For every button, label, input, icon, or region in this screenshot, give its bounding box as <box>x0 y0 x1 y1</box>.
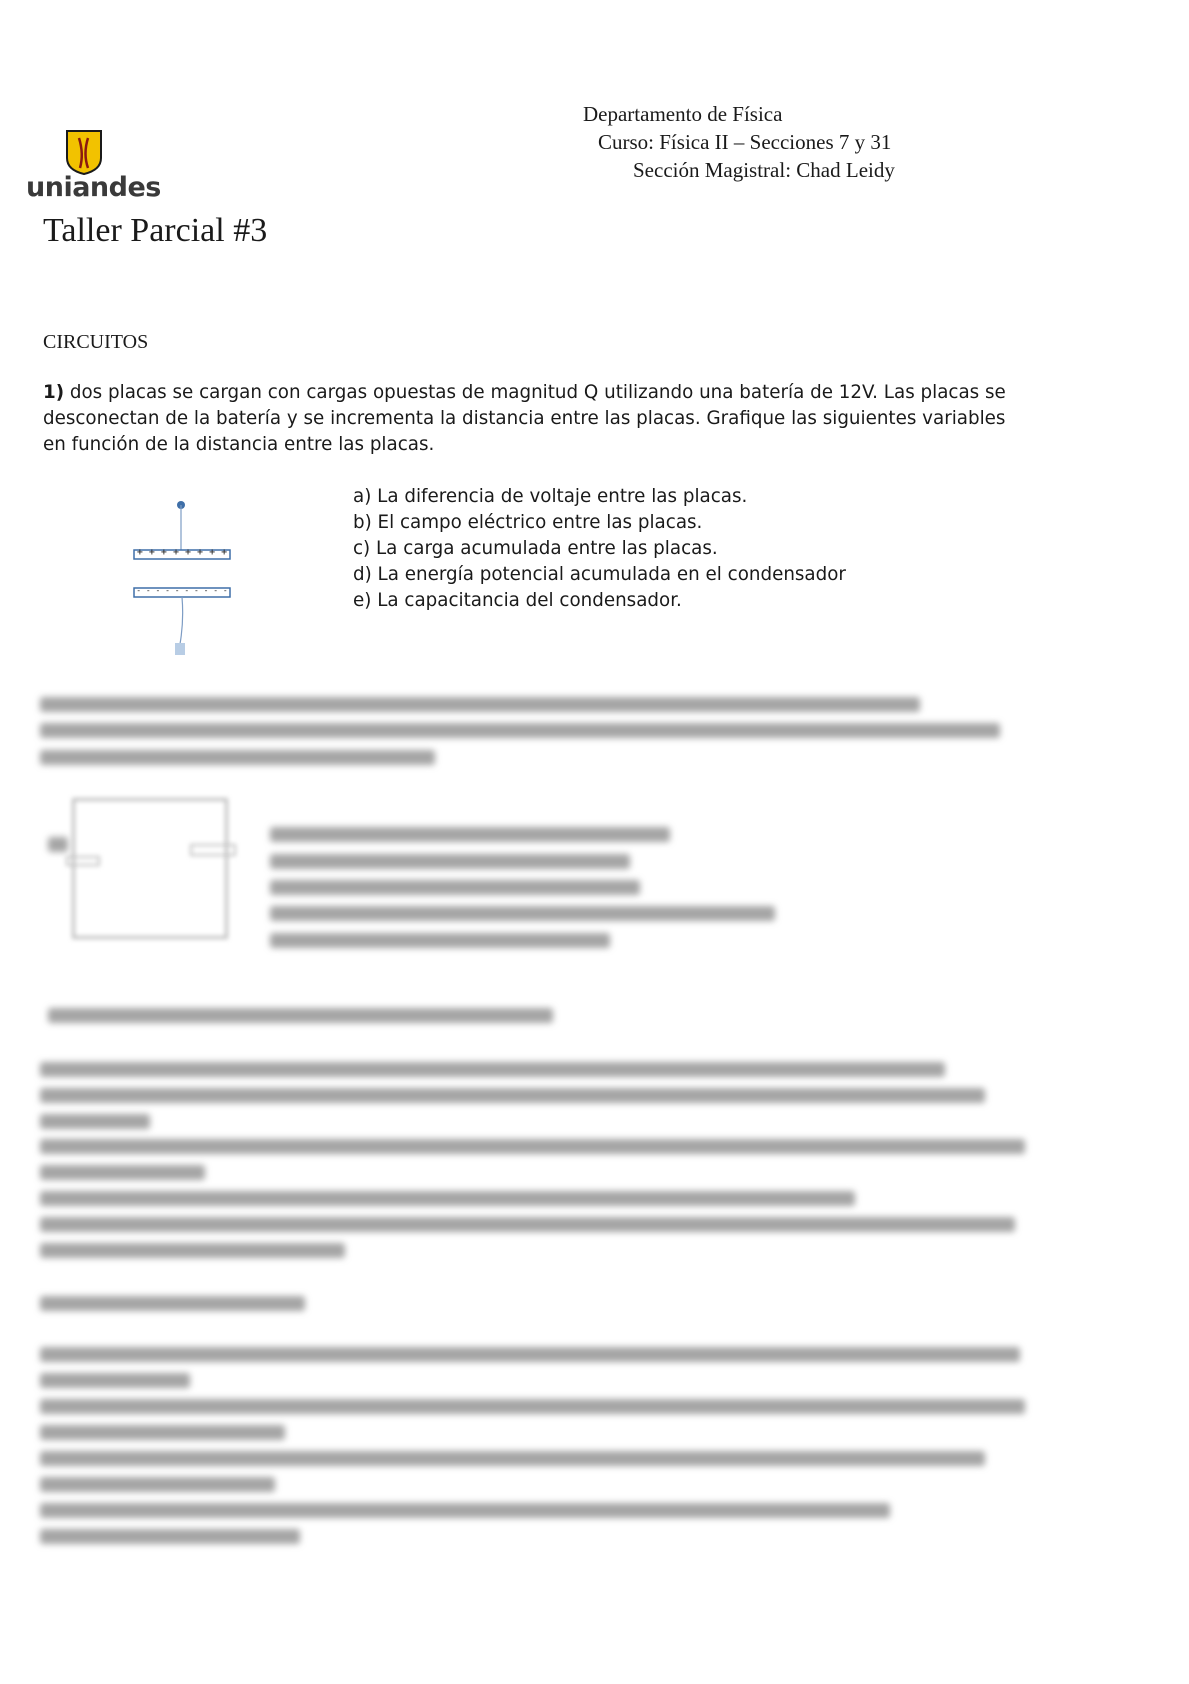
blurred-line <box>40 1114 150 1129</box>
option-b: b) El campo eléctrico entre las placas. <box>353 512 703 533</box>
blurred-line <box>40 1243 345 1258</box>
blurred-line <box>40 1139 1025 1154</box>
blurred-line <box>40 1425 285 1440</box>
blurred-line <box>40 1399 1025 1414</box>
document-title: Taller Parcial #3 <box>43 212 268 249</box>
blurred-line <box>40 1477 275 1492</box>
section-line: Sección Magistral: Chad Leidy <box>633 158 895 182</box>
blurred-line <box>40 1191 855 1206</box>
blurred-circuit-diagram <box>72 798 228 939</box>
blurred-line <box>48 1008 553 1023</box>
blurred-circuit-battery <box>190 844 236 856</box>
blurred-line <box>40 723 1000 738</box>
blurred-line <box>40 1347 1020 1362</box>
blurred-line <box>48 837 68 852</box>
negative-plate-label: - - - - - - - - - - <box>136 586 228 595</box>
question-text: dos placas se cargan con cargas opuestas de magnitud Q utilizando una batería de 12V. Las placas se desconectan de la batería y se incrementa la distancia entre las placas. Grafique las siguientes variables en función de la distancia entre las placas. <box>43 382 1006 455</box>
blurred-line <box>40 1451 985 1466</box>
blurred-line <box>270 880 640 895</box>
blurred-line <box>40 1088 985 1103</box>
option-e: e) La capacitancia del condensador. <box>353 590 682 611</box>
option-d: d) La energía potencial acumulada en el condensador <box>353 564 846 585</box>
blurred-line <box>270 933 610 948</box>
section-heading: CIRCUITOS <box>43 331 149 353</box>
blurred-line <box>40 1529 300 1544</box>
blurred-circuit-plate <box>66 856 100 866</box>
blurred-line <box>40 1217 1015 1232</box>
option-a: a) La diferencia de voltaje entre las placas. <box>353 486 748 507</box>
blurred-line <box>270 827 670 842</box>
blurred-line <box>40 1373 190 1388</box>
blurred-line <box>270 854 630 869</box>
department-line: Departamento de Física <box>583 102 783 126</box>
blurred-line <box>270 906 775 921</box>
course-line: Curso: Física II – Secciones 7 y 31 <box>598 130 892 154</box>
blurred-line <box>40 1062 945 1077</box>
blurred-line <box>40 1296 305 1311</box>
question-number: 1) <box>43 382 65 403</box>
blurred-line <box>40 750 435 765</box>
blurred-line <box>40 1503 890 1518</box>
positive-plate-label: + + + + + + + + <box>136 547 228 558</box>
blurred-line <box>40 697 920 712</box>
blurred-line <box>40 1165 205 1180</box>
option-c: c) La carga acumulada entre las placas. <box>353 538 718 559</box>
logo-wordmark: uniandes <box>26 172 161 203</box>
